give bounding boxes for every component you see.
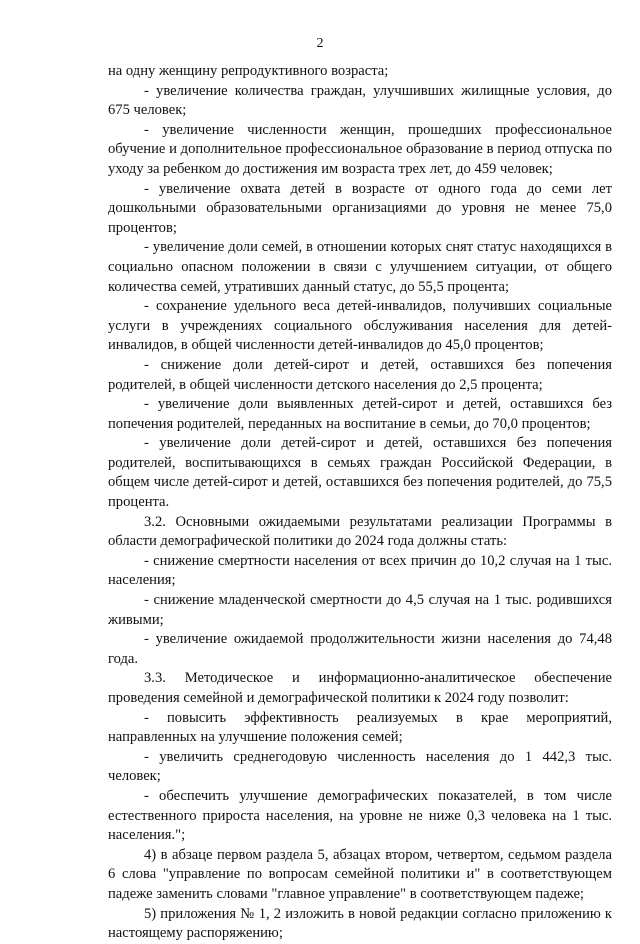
paragraph-orphans-families: - увеличение доли детей-сирот и детей, оставшихся без попечения родителей, воспитывающихся в семьях граждан Российской Федерации, в общем числе детей-сирот и детей, оставшихся без попечения родителей, до 75,5 процента.: [108, 435, 612, 511]
paragraph-efficiency: - повысить эффективность реализуемых в крае мероприятий, направленных на улучшение положения семей;: [108, 709, 612, 746]
paragraph-housing: - увеличение количества граждан, улучшивших жилищные условия, до 675 человек;: [108, 82, 612, 119]
paragraph-item-4: 4) в абзаце первом раздела 5, абзацах втором, четвертом, седьмом раздела 6 слова "управление по вопросам семейной политики и" в соответствующем падеже заменить словами "главное управление" в соответствующем падеже;: [108, 846, 612, 902]
paragraph-mortality: - снижение смертности населения от всех причин до 10,2 случая на 1 тыс. населения;: [108, 552, 612, 589]
paragraph-continuation: на одну женщину репродуктивного возраста;: [108, 63, 389, 79]
paragraph-section-3-3: 3.3. Методическое и информационно-аналитическое обеспечение проведения семейной и демографической политики к 2024 году позволит:: [108, 670, 612, 706]
paragraph-infant-mortality: - снижение младенческой смертности до 4,5 случая на 1 тыс. родившихся живыми;: [108, 592, 612, 628]
paragraph-disabled-children: - сохранение удельного веса детей-инвалидов, получивших социальные услуги в учреждениях социального обслуживания населения для детей-инвалидов, в общей численности детей-инвалидов до 45,0 процентов;: [108, 298, 612, 354]
paragraph-item-5: 5) приложения № 1, 2 изложить в новой редакции согласно приложению к настоящему распоряжению;: [108, 905, 612, 942]
page-number: 2: [316, 36, 324, 51]
paragraph-women-training: - увеличение численности женщин, прошедших профессиональное обучение и дополнительное профессиональное образование в период отпуска по уходу за ребенком до достижения им возраста трех лет, до 459 человек;: [108, 121, 612, 177]
paragraph-population: - увеличить среднегодовую численность населения до 1 442,3 тыс. человек;: [108, 748, 612, 785]
paragraph-preschool-coverage: - увеличение охвата детей в возрасте от одного года до семи лет дошкольными образовательными организациями до уровня не менее 75,0 процентов;: [108, 180, 612, 236]
paragraph-life-expectancy: - увеличение ожидаемой продолжительности жизни населения до 74,48 года.: [108, 631, 612, 667]
paragraph-orphans-placed: - увеличение доли выявленных детей-сирот и детей, оставшихся без попечения родителей, переданных на воспитание в семьи, до 70,0 процентов;: [108, 396, 612, 432]
paragraph-demographics: - обеспечить улучшение демографических показателей, в том числе естественного прироста населения, на уровне не ниже 0,3 человека на 1 тыс. населения.";: [108, 787, 612, 844]
paragraph-families-status: - увеличение доли семей, в отношении которых снят статус находящихся в социально опасном положении в связи с улучшением ситуации, от общего количества семей, утративших данный статус, до 55,5 процента;: [108, 239, 612, 295]
paragraph-section-3-2: 3.2. Основными ожидаемыми результатами реализации Программы в области демографической политики до 2024 года должны стать:: [108, 513, 612, 550]
document-body: [108, 62, 612, 944]
paragraph-orphans-share: - снижение доли детей-сирот и детей, оставшихся без попечения родителей, в общей численности детского населения до 2,5 процента;: [108, 356, 612, 393]
